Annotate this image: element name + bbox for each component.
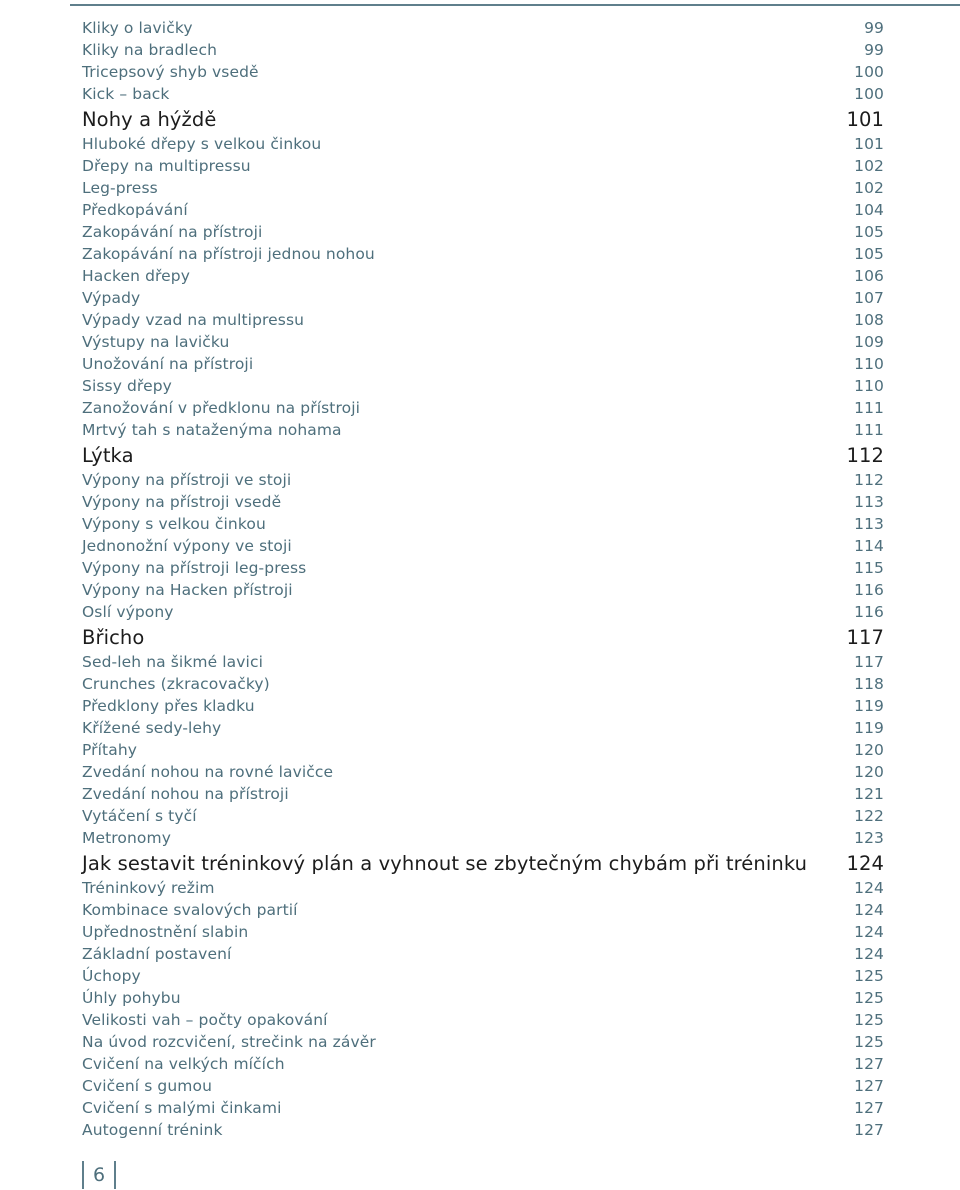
toc-entry-title: Cvičení s malými činkami [82, 1099, 282, 1117]
toc-entry[interactable] [82, 397, 884, 419]
toc-entry-page: 105 [854, 223, 884, 241]
toc-entry-page: 107 [854, 289, 884, 307]
toc-entry-page: 99 [864, 19, 884, 37]
toc-entry-title: Křížené sedy-lehy [82, 719, 222, 737]
toc-entry-page: 116 [854, 603, 884, 621]
toc-entry-title: Zvedání nohou na rovné lavičce [82, 763, 334, 781]
toc-entry[interactable] [82, 491, 884, 513]
toc-entry-title: Výpony s velkou činkou [82, 515, 266, 533]
toc-entry-page: 104 [854, 201, 884, 219]
toc-entry[interactable] [82, 1075, 884, 1097]
toc-entry-page: 122 [854, 807, 884, 825]
toc-entry[interactable] [82, 761, 884, 783]
toc-entry[interactable] [82, 513, 884, 535]
toc-entry-title: Břicho [82, 626, 145, 649]
toc-entry[interactable] [82, 827, 884, 849]
toc-entry-page: 113 [854, 493, 884, 511]
toc-entry-page: 112 [846, 444, 884, 467]
toc-entry[interactable] [82, 601, 884, 623]
toc-entry[interactable] [82, 419, 884, 441]
toc-entry-page: 100 [854, 63, 884, 81]
footer-right-bar [114, 1161, 116, 1189]
toc-entry-page: 121 [854, 785, 884, 803]
toc-entry-title: Kombinace svalových partií [82, 901, 298, 919]
toc-entry-page: 101 [846, 108, 884, 131]
toc-entry-title: Výpony na přístroji vsedě [82, 493, 282, 511]
toc-entry-title: Dřepy na multipressu [82, 157, 251, 175]
toc-entry-title: Crunches (zkracovačky) [82, 675, 270, 693]
toc-entry-page: 99 [864, 41, 884, 59]
toc-entry-title: Zakopávání na přístroji jednou nohou [82, 245, 375, 263]
toc-entry-title: Upřednostnění slabin [82, 923, 249, 941]
toc-entry-title: Unožování na přístroji [82, 355, 254, 373]
toc-entry-title: Výpady vzad na multipressu [82, 311, 305, 329]
toc-entry-title: Kliky na bradlech [82, 41, 217, 59]
toc-entry[interactable] [82, 83, 884, 105]
page-footer [82, 1161, 116, 1189]
toc-entry-page: 102 [854, 157, 884, 175]
toc-entry-title: Kick – back [82, 85, 170, 103]
toc-entry-title: Na úvod rozcvičení, strečink na závěr [82, 1033, 376, 1051]
toc-entry-title: Velikosti vah – počty opakování [82, 1011, 328, 1029]
toc-entry-page: 125 [854, 1011, 884, 1029]
toc-entry-title: Cvičení s gumou [82, 1077, 212, 1095]
toc-entry-page: 108 [854, 311, 884, 329]
toc-entry-title: Jak sestavit tréninkový plán a vyhnout se zbytečným chybám při tréninku [82, 852, 808, 875]
toc-entry[interactable] [82, 469, 884, 491]
toc-entry-page: 111 [854, 399, 884, 417]
toc-entry-title: Výpony na přístroji leg-press [82, 559, 307, 577]
toc-entry[interactable] [82, 805, 884, 827]
toc-entry-page: 110 [854, 377, 884, 395]
toc-entry-page: 102 [854, 179, 884, 197]
toc-entry-title: Metronomy [82, 829, 171, 847]
toc-entry[interactable] [82, 987, 884, 1009]
toc-entry-page: 117 [854, 653, 884, 671]
toc-entry-title: Jednonožní výpony ve stoji [82, 537, 292, 555]
toc-entry[interactable] [82, 177, 884, 199]
toc-entry[interactable] [82, 133, 884, 155]
toc-entry[interactable] [82, 17, 884, 39]
toc-entry[interactable] [82, 783, 884, 805]
toc-entry-title: Hacken dřepy [82, 267, 191, 285]
toc-entry-page: 120 [854, 763, 884, 781]
toc-entry-title: Výpony na Hacken přístroji [82, 581, 293, 599]
toc-entry-title: Hluboké dřepy s velkou činkou [82, 135, 322, 153]
toc-entry-title: Vytáčení s tyčí [82, 807, 197, 825]
toc-entry[interactable] [82, 1031, 884, 1053]
toc-section-heading[interactable] [82, 443, 884, 469]
toc-entry-page: 125 [854, 967, 884, 985]
toc-entry-title: Úhly pohybu [82, 989, 181, 1007]
toc-entry-page: 127 [854, 1121, 884, 1139]
toc-entry-page: 112 [854, 471, 884, 489]
toc-entry[interactable] [82, 265, 884, 287]
toc-entry[interactable] [82, 221, 884, 243]
toc-entry-title: Úchopy [82, 967, 141, 985]
toc-entry-title: Mrtvý tah s nataženýma nohama [82, 421, 342, 439]
toc-entry-page: 109 [854, 333, 884, 351]
toc-entry[interactable] [82, 1119, 884, 1141]
toc-entry-title: Výstupy na lavičku [82, 333, 230, 351]
toc-entry-page: 127 [854, 1055, 884, 1073]
toc-entry-title: Nohy a hýždě [82, 108, 217, 131]
toc-entry-title: Tricepsový shyb vsedě [82, 63, 259, 81]
toc-entry[interactable] [82, 899, 884, 921]
toc-entry-page: 125 [854, 989, 884, 1007]
toc-entry[interactable] [82, 557, 884, 579]
toc-entry-title: Výpony na přístroji ve stoji [82, 471, 292, 489]
toc-entry-page: 105 [854, 245, 884, 263]
toc-entry-page: 124 [854, 901, 884, 919]
toc-entry-page: 110 [854, 355, 884, 373]
toc-entry-page: 124 [854, 945, 884, 963]
toc-entry[interactable] [82, 39, 884, 61]
toc-entry[interactable] [82, 155, 884, 177]
toc-entry-title: Tréninkový režim [82, 879, 215, 897]
toc-section-heading[interactable] [82, 851, 884, 877]
toc-entry-title: Předklony přes kladku [82, 697, 255, 715]
toc-entry[interactable] [82, 1097, 884, 1119]
toc-entry[interactable] [82, 535, 884, 557]
toc-entry-page: 120 [854, 741, 884, 759]
toc-entry[interactable] [82, 579, 884, 601]
toc-entry-page: 123 [854, 829, 884, 847]
toc-entry-title: Lýtka [82, 444, 134, 467]
toc-entry[interactable] [82, 353, 884, 375]
toc-entry-page: 111 [854, 421, 884, 439]
toc-entry[interactable] [82, 61, 884, 83]
toc-entry-title: Výpady [82, 289, 141, 307]
toc-entry-title: Základní postavení [82, 945, 232, 963]
toc-entry-title: Sed-leh na šikmé lavici [82, 653, 263, 671]
toc-entry[interactable] [82, 717, 884, 739]
toc-entry-title: Zakopávání na přístroji [82, 223, 263, 241]
toc-entry-page: 114 [854, 537, 884, 555]
toc-entry-page: 113 [854, 515, 884, 533]
toc-entry-page: 124 [854, 879, 884, 897]
table-of-contents [82, 17, 884, 1141]
toc-entry-title: Zanožování v předklonu na přístroji [82, 399, 361, 417]
toc-entry[interactable] [82, 943, 884, 965]
toc-entry-page: 118 [854, 675, 884, 693]
toc-entry[interactable] [82, 673, 884, 695]
toc-entry[interactable] [82, 965, 884, 987]
toc-entry[interactable] [82, 199, 884, 221]
toc-entry[interactable] [82, 651, 884, 673]
toc-entry[interactable] [82, 877, 884, 899]
toc-entry-page: 119 [854, 697, 884, 715]
toc-entry[interactable] [82, 287, 884, 309]
toc-entry-page: 106 [854, 267, 884, 285]
toc-entry[interactable] [82, 921, 884, 943]
toc-section-heading[interactable] [82, 625, 884, 651]
toc-entry[interactable] [82, 739, 884, 761]
toc-entry-page: 117 [846, 626, 884, 649]
toc-entry-page: 100 [854, 85, 884, 103]
toc-entry-page: 115 [854, 559, 884, 577]
toc-entry-page: 124 [854, 923, 884, 941]
toc-entry[interactable] [82, 1053, 884, 1075]
toc-entry-title: Leg-press [82, 179, 158, 197]
toc-entry[interactable] [82, 695, 884, 717]
toc-entry-title: Předkopávání [82, 201, 188, 219]
toc-entry-page: 101 [854, 135, 884, 153]
toc-entry[interactable] [82, 331, 884, 353]
toc-entry[interactable] [82, 1009, 884, 1031]
toc-entry-page: 124 [846, 852, 884, 875]
toc-entry-page: 127 [854, 1099, 884, 1117]
page-number: 6 [93, 1164, 106, 1186]
toc-section-heading[interactable] [82, 107, 884, 133]
toc-entry[interactable] [82, 375, 884, 397]
toc-entry[interactable] [82, 309, 884, 331]
toc-entry[interactable] [82, 243, 884, 265]
toc-entry-title: Kliky o lavičky [82, 19, 193, 37]
toc-entry-title: Sissy dřepy [82, 377, 172, 395]
toc-entry-title: Autogenní trénink [82, 1121, 223, 1139]
toc-entry-title: Cvičení na velkých míčích [82, 1055, 285, 1073]
toc-entry-page: 127 [854, 1077, 884, 1095]
toc-entry-title: Zvedání nohou na přístroji [82, 785, 289, 803]
top-rule [70, 4, 960, 6]
toc-entry-page: 119 [854, 719, 884, 737]
toc-entry-title: Přítahy [82, 741, 138, 759]
toc-entry-page: 116 [854, 581, 884, 599]
toc-entry-title: Oslí výpony [82, 603, 174, 621]
toc-entry-page: 125 [854, 1033, 884, 1051]
